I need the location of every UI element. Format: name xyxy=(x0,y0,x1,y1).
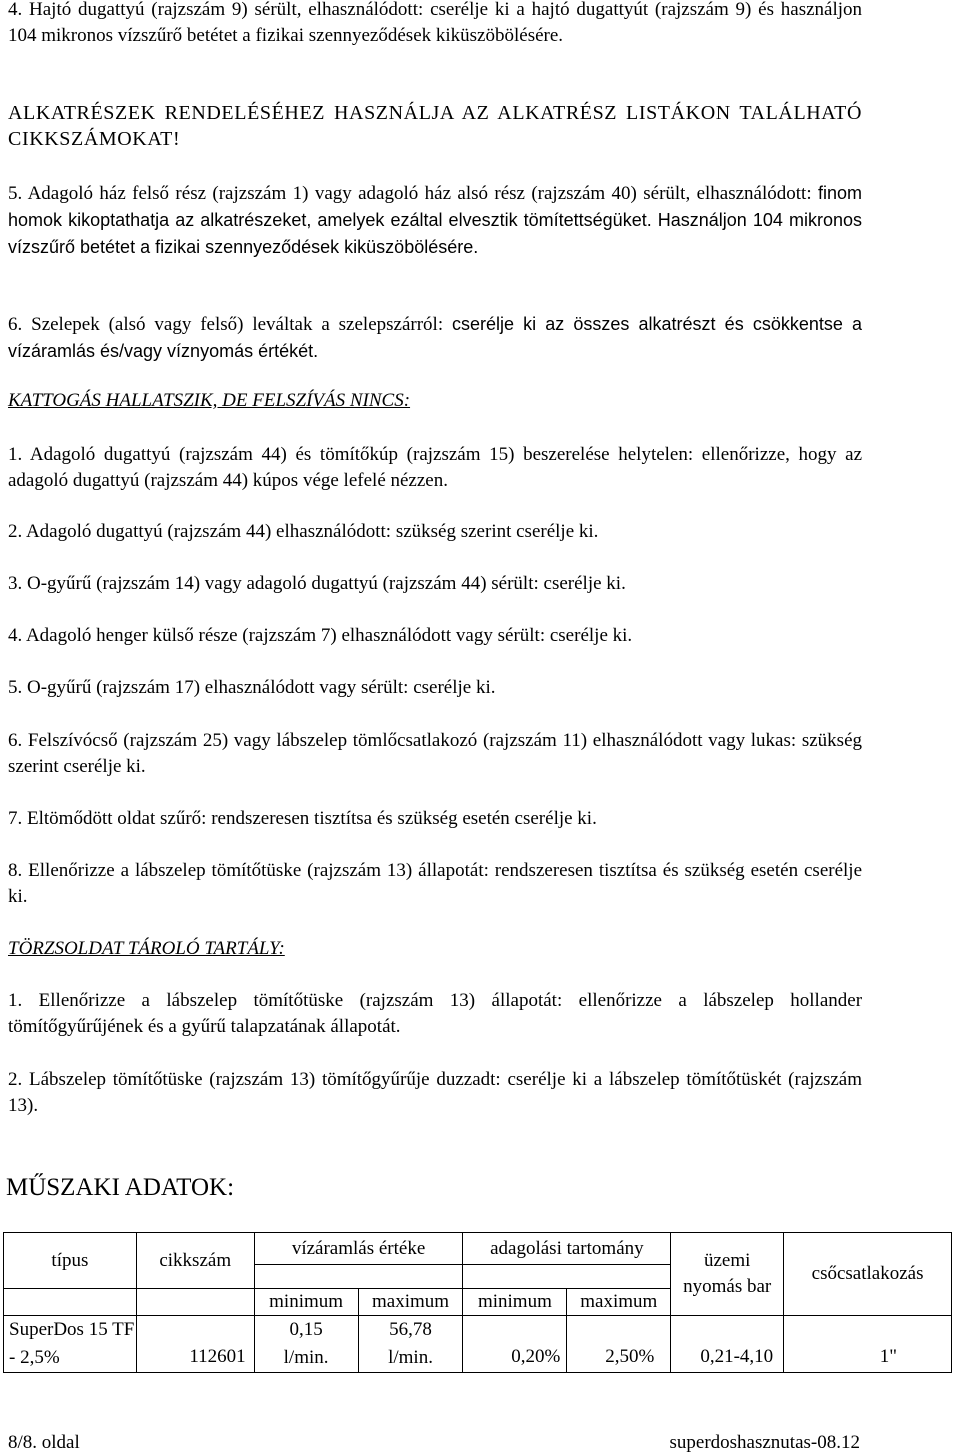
header-type: típus xyxy=(4,1233,137,1289)
header-flow-min: minimum xyxy=(254,1289,358,1316)
item-number: 5. xyxy=(8,183,23,204)
tech-data-table xyxy=(3,1232,952,1373)
item-4-block xyxy=(8,0,862,49)
item-text: cserélje ki. xyxy=(543,573,626,594)
list-item xyxy=(8,180,862,261)
item-6-block xyxy=(8,311,862,365)
item-heading: O-gyűrű (rajzszám 14) vagy adagoló dugattyú (rajzszám 44) sérült: xyxy=(27,573,539,594)
item-text: cserélje ki az összes alkatrészt és csökkentse a vízáramlás és/vagy víznyomás értékét. xyxy=(8,314,862,361)
s2-item-1 xyxy=(8,988,862,1040)
header-dosing-range: adagolási tartomány xyxy=(463,1233,671,1265)
item-text: cserélje ki. xyxy=(413,677,496,698)
item-heading: Ellenőrizze a lábszelep tömítőtüske (rajzszám 13) állapotát: xyxy=(28,860,489,881)
list-item xyxy=(8,806,862,832)
header-flow-max: maximum xyxy=(358,1289,463,1316)
list-item xyxy=(8,858,862,910)
s1-item-2 xyxy=(8,519,862,545)
s1-item-7 xyxy=(8,806,862,832)
item-text: ellenőrizze, hogy az adagoló dugattyú (rajzszám 44) kúpos vége lefelé nézzen. xyxy=(8,444,863,491)
header-flow-rate: vízáramlás értéke xyxy=(254,1233,463,1265)
item-heading: Adagoló dugattyú (rajzszám 44) és tömítőkúp (rajzszám 15) beszerelése helytelen: xyxy=(29,444,694,465)
item-heading: Adagoló henger külső része (rajzszám 7) elhasználódott vagy sérült: xyxy=(25,625,546,646)
item-text: cserélje ki. xyxy=(549,625,633,646)
s2-item-2 xyxy=(8,1067,862,1119)
list-item xyxy=(8,623,862,649)
cell-connection: 1" xyxy=(784,1316,952,1373)
item-number: 5. xyxy=(8,677,23,698)
header-operating-pressure: üzemi nyomás bar xyxy=(671,1233,784,1316)
table-row xyxy=(4,1316,952,1373)
cell-dose-min: 0,20% xyxy=(463,1316,567,1373)
cell-article-number: 112601 xyxy=(136,1316,254,1373)
header-dose-spacer xyxy=(463,1265,671,1289)
item-number: 7. xyxy=(8,808,23,829)
item-text: ellenőrizze a lábszelep hollander tömítőgyűrűjének és a gyűrű talapzatának állapotát. xyxy=(8,990,863,1037)
list-item xyxy=(8,728,862,780)
notice-text: ALKATRÉSZEK RENDELÉSÉHEZ HASZNÁLJA AZ ALKATRÉSZ LISTÁKON TALÁLHATÓ CIKKSZÁMOKAT! xyxy=(8,102,862,150)
s1-item-6 xyxy=(8,728,862,780)
tech-data-heading xyxy=(6,1173,234,1203)
header-article-number: cikkszám xyxy=(136,1233,254,1289)
item-text: cserélje ki a hajtó dugattyút (rajzszám 9) és használjon 104 mikronos vízszűrő betétet a fizikai szennyeződések kiküszöbölésére. xyxy=(8,0,863,46)
cell-pressure: 0,21-4,10 xyxy=(671,1316,784,1373)
cell-flow-min: 0,15 l/min. xyxy=(254,1316,358,1373)
item-text: rendszeresen tisztítsa és szükség esetén cserélje ki. xyxy=(211,808,597,829)
cell-dose-max: 2,50% xyxy=(567,1316,671,1373)
tech-title: MŰSZAKI ADATOK: xyxy=(6,1174,235,1201)
item-number: 4. xyxy=(8,0,23,20)
s1-item-5 xyxy=(8,675,862,701)
item-number: 4. xyxy=(8,625,23,646)
item-heading: Adagoló dugattyú (rajzszám 44) elhasználódott: xyxy=(25,521,392,542)
item-text: szükség szerint cserélje ki. xyxy=(395,521,599,542)
item-number: 2. xyxy=(8,1069,23,1090)
item-number: 6. xyxy=(8,730,23,751)
item-5-block xyxy=(8,180,862,261)
item-heading: Lábszelep tömítőtüske (rajzszám 13) tömítőgyűrűje duzzadt: xyxy=(29,1069,501,1090)
list-item xyxy=(8,1067,862,1119)
item-heading: Adagoló ház felső rész (rajzszám 1) vagy adagoló ház alsó rész (rajzszám 40) sérült, elhasználódott: xyxy=(27,183,812,204)
s1-item-3 xyxy=(8,571,862,597)
footer-document-id: superdoshasznutas-08.12 xyxy=(669,1432,860,1453)
item-number: 2. xyxy=(8,521,23,542)
item-text: rendszeresen tisztítsa és szükség esetén cserélje ki. xyxy=(8,860,863,907)
list-item xyxy=(8,442,862,494)
header-connection: csőcsatlakozás xyxy=(784,1233,952,1316)
item-text: szükség szerint cserélje ki. xyxy=(8,730,862,777)
item-number: 1. xyxy=(8,990,23,1011)
item-heading: Felszívócső (rajzszám 25) vagy lábszelep tömlőcsatlakozó (rajzszám 11) elhasználódott vagy lukas: xyxy=(27,730,797,751)
s1-item-1 xyxy=(8,442,862,494)
section-title: KATTOGÁS HALLATSZIK, DE FELSZÍVÁS NINCS: xyxy=(8,390,411,411)
item-text: finom homok kikoptathatja az alkatrészeket, amelyek ezáltal elvesztik tömítettségüket. Használjon 104 mikronos vízszűrő betétet a fizikai szennyeződések kiküszöbölésére. xyxy=(8,183,862,257)
header-type-spacer xyxy=(4,1289,137,1316)
header-dose-max: maximum xyxy=(567,1289,671,1316)
cell-type: SuperDos 15 TF - 2,5% xyxy=(4,1316,137,1373)
s1-item-8 xyxy=(8,858,862,910)
list-item xyxy=(8,0,862,49)
item-number: 8. xyxy=(8,860,23,881)
footer-page-number: 8/8. oldal xyxy=(8,1432,80,1453)
header-dose-min: minimum xyxy=(463,1289,567,1316)
item-heading: Szelepek (alsó vagy felső) leváltak a szelepszárról: xyxy=(31,314,444,335)
cell-flow-max: 56,78 l/min. xyxy=(358,1316,463,1373)
section-title: TÖRZSOLDAT TÁROLÓ TARTÁLY: xyxy=(8,938,285,959)
parts-order-notice xyxy=(8,100,862,152)
list-item xyxy=(8,311,862,365)
item-text: cserélje ki a lábszelep tömítőtüskét (rajzszám 13). xyxy=(8,1069,863,1116)
list-item xyxy=(8,675,862,701)
section-heading-tank xyxy=(8,936,285,962)
list-item xyxy=(8,988,862,1040)
list-item xyxy=(8,519,862,545)
s1-item-4 xyxy=(8,623,862,649)
item-heading: Ellenőrizze a lábszelep tömítőtüske (rajzszám 13) állapotát: xyxy=(38,990,563,1011)
section-heading-clicking xyxy=(8,388,410,414)
header-article-spacer xyxy=(136,1289,254,1316)
item-number: 1. xyxy=(8,444,23,465)
list-item xyxy=(8,571,862,597)
header-flow-spacer xyxy=(254,1265,463,1289)
item-heading: O-gyűrű (rajzszám 17) elhasználódott vagy sérült: xyxy=(27,677,409,698)
item-number: 3. xyxy=(8,573,23,594)
item-heading: Eltömődött oldat szűrő: xyxy=(27,808,207,829)
item-heading: Hajtó dugattyú (rajzszám 9) sérült, elhasználódott: xyxy=(29,0,424,20)
item-number: 6. xyxy=(8,314,23,335)
